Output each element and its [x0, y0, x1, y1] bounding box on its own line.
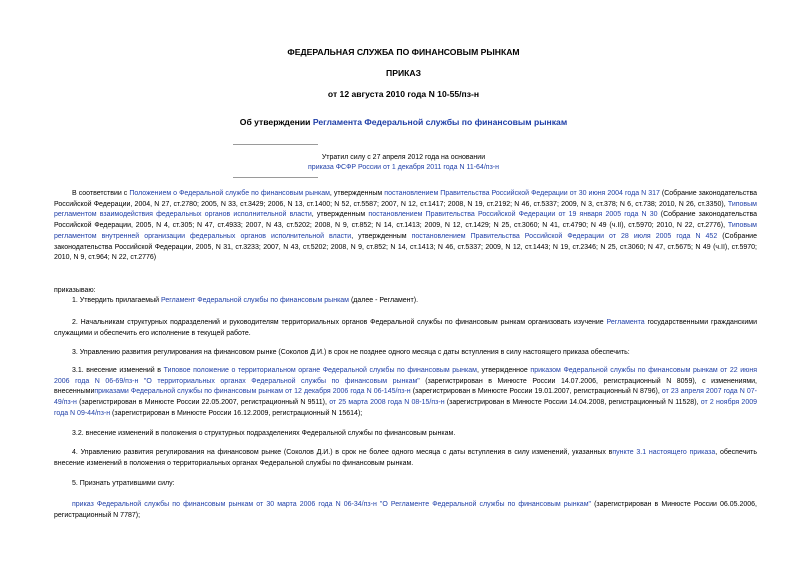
item-1: 1. Утвердить прилагаемый Регламент Федеральной службы по финансовым рынкам (далее - Регламент).	[72, 297, 419, 304]
order-08-15-link[interactable]: от 25 марта 2008 года N 08-15/пз-н	[329, 399, 445, 407]
regulation-link[interactable]: Регламента Федеральной службы по финансовым рынкам	[312, 117, 568, 127]
repeal-order-link[interactable]: приказа ФСФР России от 1 декабря 2011 года N 11-64/пз-н	[308, 164, 499, 171]
item-2: 2. Начальникам структурных подразделений и руководителям территориальных органов Федеральной службы по финансовым рынкам организовать изучение Регламента государственными гражданскими служащими и обеспечить его исполнение в текущей работе.	[54, 319, 758, 337]
divider-bottom	[233, 177, 318, 178]
item-5-a: приказ Федеральной службы по финансовым рынкам от 30 марта 2006 года N 06-34/пз-н "О Регламенте Федеральной службы по финансовым рынкам" (зарегистрирован в Минюсте России 06.05.2006, регистрационный N 7787);	[54, 501, 757, 519]
item-4: 4. Управлению развития регулирования на финансовом рынке (Соколов Д.И.) в срок не более одного месяца с даты вступления в силу изменений, указанных впункте 3.1 настоящего приказа, обеспечить внесение изменений в положения о территориальных органах Федеральной службы по финансовым рынкам.	[54, 449, 758, 467]
order-09-44-link[interactable]: от 2 ноября 2009 года N 09-44/пз-н	[54, 399, 757, 417]
territorial-body-provision-link[interactable]: Типовое положение о территориальном органе Федеральной службы по финансовым рынкам	[163, 367, 477, 374]
order-06-145-link[interactable]: приказами Федеральной службы по финансовым рынкам от 12 декабря 2006 года N 06-145/пз-н	[94, 388, 411, 396]
order-word: приказываю:	[54, 287, 96, 294]
government-decree-30-link[interactable]: постановлением Правительства Российской Федерации от 19 января 2005 года N 30	[368, 211, 658, 219]
internal-regulation-link[interactable]: Типовым регламентом внутренней организации федеральных органов исполнительной власти	[54, 222, 757, 240]
government-decree-452-link[interactable]: постановлением Правительства Российской Федерации от 28 июля 2005 года N 452	[411, 232, 718, 240]
document-date: от 12 августа 2010 года N 10-55/пз-н	[327, 89, 480, 99]
status-note-line2	[0, 163, 807, 173]
agency-title: ФЕДЕРАЛЬНАЯ СЛУЖБА ПО ФИНАНСОВЫМ РЫНКАМ	[287, 47, 520, 57]
order-06-34-link[interactable]: приказ Федеральной службы по финансовым рынкам от 30 марта 2006 года N 06-34/пз-н "О Регламенте Федеральной службы по финансовым рынкам"	[72, 501, 591, 508]
item-3: 3. Управлению развития регулирования на финансовом рынке (Соколов Д.И.) в срок не позднее одного месяца с даты вступления в силу настоящего приказа обеспечить:	[72, 349, 630, 356]
status-note-line1: Утратил силу с 27 апреля 2012 года на основании	[321, 154, 486, 161]
paragraph-3-1-link[interactable]: пункте 3.1 настоящего приказа	[612, 449, 716, 456]
fsfr-statute-link[interactable]: Положением о Федеральной службе по финансовым рынкам	[129, 190, 330, 197]
document-subject	[0, 117, 807, 127]
regulation-approved-link[interactable]: Регламент Федеральной службы по финансовым рынкам	[160, 297, 349, 304]
document-type: ПРИКАЗ	[386, 68, 421, 78]
regulation-short-link[interactable]: Регламента	[606, 319, 645, 326]
order-06-69-link[interactable]: приказом Федеральной службы по финансовым рынкам от 22 июня 2006 года N 06-69/пз-н "О территориальных органах Федеральной службы по финансовым рынкам"	[54, 367, 758, 385]
government-decree-317-link[interactable]: постановлением Правительства Российской Федерации от 30 июня 2004 года N 317	[384, 190, 660, 197]
item-3-2: 3.2. внесение изменений в положения о структурных подразделениях Федеральной службы по финансовым рынкам.	[72, 430, 456, 437]
subject-prefix: Об утверждении	[239, 117, 313, 127]
divider-top	[233, 144, 318, 145]
interaction-regulation-link[interactable]: Типовым регламентом взаимодействия федеральных органов исполнительной власти	[54, 200, 757, 219]
order-07-49-link[interactable]: от 23 апреля 2007 года N 07-49/пз-н	[54, 388, 757, 407]
preamble-paragraph: В соответствии с Положением о Федеральной службе по финансовым рынкам, утвержденным постановлением Правительства Российской Федерации от 30 июня 2004 года N 317 (Собрание законодательства Российской Федерации, 2004, N 27, ст.2780; 2005, N 33, ст.3429; 2006, N 13, ст.1400; N 52, ст.5587; 2007, N 12, ст.1417; 2008, N 19, ст.2192; N 46, ст.5337; 2009, N 3, ст.378; N 6, ст.738; 2010, N 26, ст.3350), Типовым регламентом взаимодействия федеральных органов исполнительной власти, утвержденным постановлением Правительства Российской Федерации от 19 января 2005 года N 30 (Собрание законодательства Российской Федерации, 2005, N 4, ст.305; N 47, ст.4933; 2007, N 43, ст.5202; 2008, N 9, ст.852; N 14, ст.1413; 2009, N 12, ст.1429; N 25, ст.3060; N 41, ст.4790; N 49 (ч.II), ст.5970; 2010, N 22, ст.2776), Типовым регламентом внутренней организации федеральных органов исполнительной власти, утвержденным постановлением Правительства Российской Федерации от 28 июля 2005 года N 452 (Собрание законодательства Российской Федерации, 2005, N 31, ст.3233; 2007, N 43, ст.5202; 2008, N 9, ст.852; N 14, ст.1413; N 46, ст.5337; 2009, N 12, ст.1443; N 19, ст.2346; N 25, ст.3060; N 47, ст.5675; N 49 (ч.II), ст.5970; 2010, N 9, ст.964; N 22, ст.2776)	[54, 190, 757, 262]
item-5: 5. Признать утратившими силу:	[72, 480, 175, 487]
item-3-1: 3.1. внесение изменений в Типовое положение о территориальном органе Федеральной службы по финансовым рынкам, утвержденное приказом Федеральной службы по финансовым рынкам от 22 июня 2006 года N 06-69/пз-н "О территориальных органах Федеральной службы по финансовым рынкам" (зарегистрирован в Минюсте России 14.07.2006, регистрационный N 8059), с изменениями, внесеннымиприказами Федеральной службы по финансовым рынкам от 12 декабря 2006 года N 06-145/пз-н (зарегистрирован в Минюсте России 19.01.2007, регистрационный N 8796), от 23 апреля 2007 года N 07-49/пз-н (зарегистрирован в Минюсте России 22.05.2007, регистрационный N 9511), от 25 марта 2008 года N 08-15/пз-н (зарегистрирован в Минюсте России 14.04.2008, регистрационный N 11528), от 2 ноября 2009 года N 09-44/пз-н (зарегистрирован в Минюсте России 16.12.2009, регистрационный N 15614);	[54, 367, 758, 417]
